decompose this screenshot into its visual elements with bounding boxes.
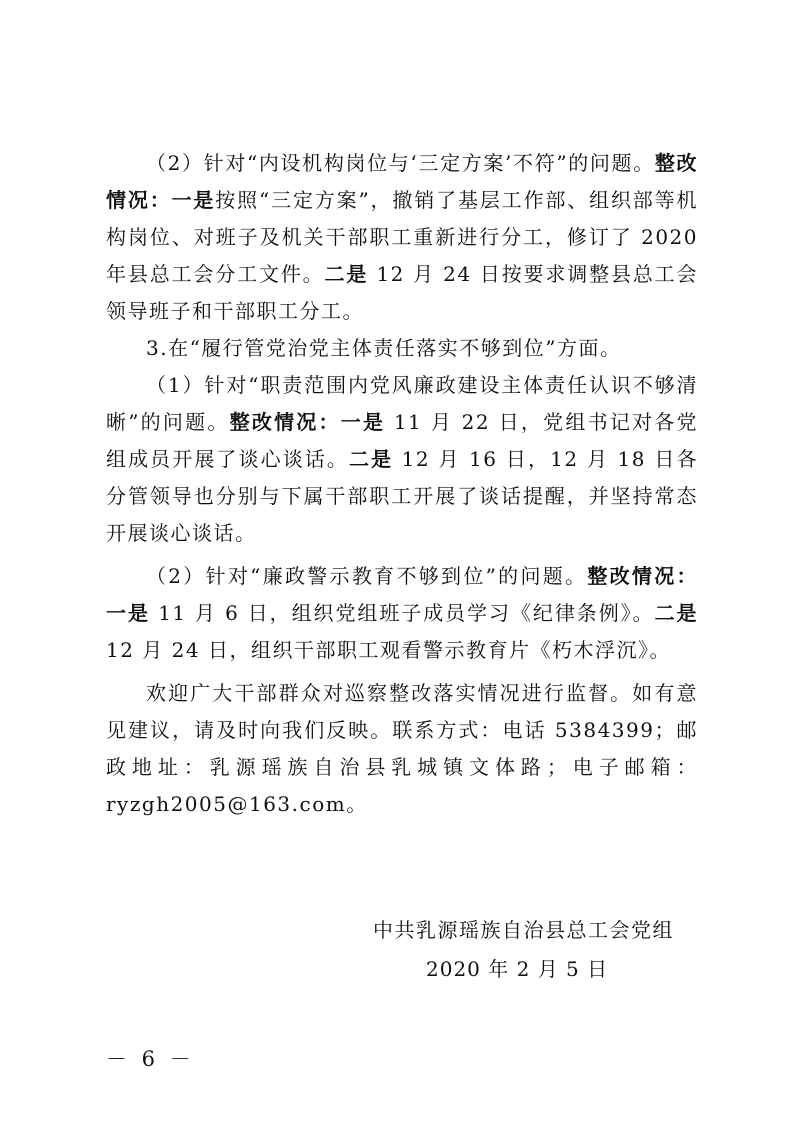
section-heading-3 [106,330,698,367]
first-point-label: 一是 [171,188,216,212]
paragraph-item-2-2 [106,145,698,330]
paragraph-text: 11 月 22 日，党组书记对各党组成员开展了谈心谈话。 [106,410,699,471]
contact-paragraph [106,675,698,823]
contact-text: 欢迎广大干部群众对巡察整改落实情况进行监督。如有意见建议，请及时向我们反映。联系方式：电话 5384399；邮政地址：乳源瑶族自治县乳城镇文体路；电子邮箱：ryzgh2005@163.com。 [106,681,698,816]
section-heading-text: 3.在“履行管党治党主体责任落实不够到位”方面。 [146,336,622,360]
rectification-label: 整改情况： [587,564,698,588]
paragraph-text: 12 月 24 日按要求调整县总工会领导班子和干部职工分工。 [106,262,699,323]
rectification-label: 整改情况： [229,410,341,434]
document-body [106,145,698,823]
page-number: － 6 － [106,1047,195,1071]
signature-organization: 中共乳源瑶族自治县总工会党组 [373,918,674,942]
paragraph-item-3-1 [106,367,698,552]
paragraph-item-3-2 [106,558,698,669]
second-point-label: 二是 [324,262,369,286]
rectification-label: 整改情况： [106,151,699,212]
first-point-label: 一是 [106,601,150,625]
paragraph-text: 按照“三定方案”，撤销了基层工作部、组织部等机构岗位、对班子及机关干部职工重新进行分工，修订了 2020 年县总工会分工文件。 [106,188,699,286]
paragraph-text: 11 月 6 日，组织党组班子成员学习《纪律条例》。 [149,601,655,625]
paragraph-text: 12 月 24 日，组织干部职工观看警示教育片《朽木浮沉》。 [106,638,671,662]
second-point-label: 二是 [348,447,394,471]
first-point-label: 一是 [340,410,386,434]
paragraph-text: （2）针对“廉政警示教育不够到位”的问题。 [146,564,588,588]
paragraph-text: 12 月 16 日，12 月 18 日各分管领导也分别与下属干部职工开展了谈话提醒，并坚持常态开展谈心谈话。 [106,447,699,545]
paragraph-text: （2）针对“内设机构岗位与‘三定方案’不符”的问题。 [146,151,655,175]
second-point-label: 二是 [654,601,699,625]
signature-date: 2020 年 2 月 5 日 [426,957,609,981]
paragraph-text: （1）针对“职责范围内党风廉政建设主体责任认识不够清晰”的问题。 [106,373,698,434]
